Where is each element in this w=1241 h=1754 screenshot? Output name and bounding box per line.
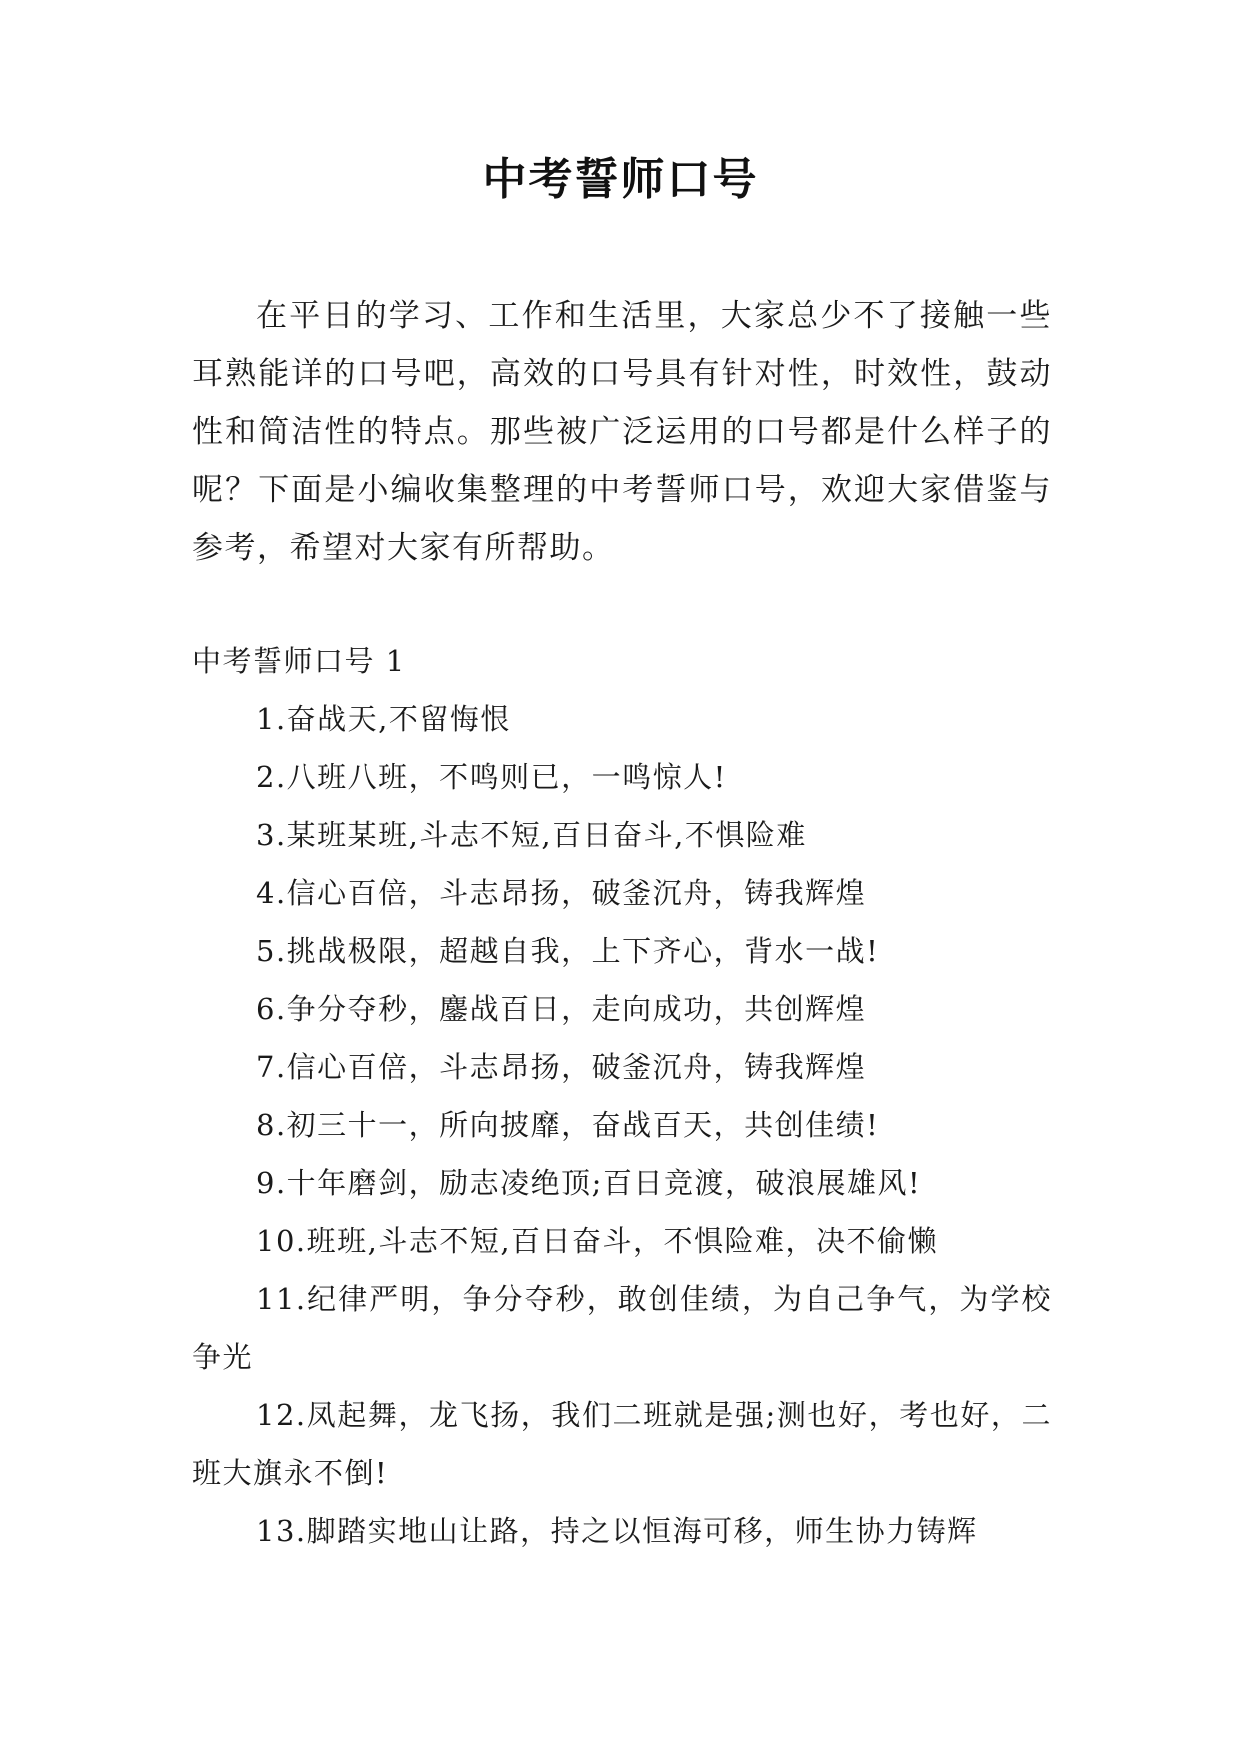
slogan-item: 4.信心百倍，斗志昂扬，破釜沉舟，铸我辉煌 [256,876,867,910]
slogan-item: 10.班班,斗志不短,百日奋斗，不惧险难，决不偷懒 [256,1224,939,1258]
slogan-item: 1.奋战天,不留悔恨 [256,702,511,736]
slogan-item: 11.纪律严明，争分夺秒，敢创佳绩，为自己争气，为学校争光 [192,1282,1052,1374]
slogan-item: 9.十年磨剑，励志凌绝顶;百日竞渡，破浪展雄风! [256,1166,922,1200]
slogan-item: 2.八班八班，不鸣则已，一鸣惊人! [256,760,727,794]
page-title: 中考誓师口号 [482,154,759,205]
intro-paragraph: 在平日的学习、工作和生活里，大家总少不了接触一些耳熟能详的口号吧，高效的口号具有针对性，时效性，鼓动性和简洁性的特点。那些被广泛运用的口号都是什么样子的呢？下面是小编收集整理的中考誓师口号，欢迎大家借鉴与参考，希望对大家有所帮助。 [192,298,1052,566]
slogan-item: 8.初三十一，所向披靡，奋战百天，共创佳绩! [256,1108,880,1142]
slogan-item: 12.凤起舞，龙飞扬，我们二班就是强;测也好，考也好，二班大旗永不倒! [192,1398,1052,1490]
slogan-item: 3.某班某班,斗志不短,百日奋斗,不惧险难 [256,818,807,852]
slogan-item: 7.信心百倍，斗志昂扬，破釜沉舟，铸我辉煌 [256,1050,867,1084]
slogan-section [192,632,1052,1560]
slogan-item: 6.争分夺秒，鏖战百日，走向成功，共创辉煌 [256,992,867,1026]
slogan-item: 13.脚踏实地山让路，持之以恒海可移，师生协力铸辉 [256,1514,978,1548]
section-heading: 中考誓师口号 1 [192,644,406,678]
slogan-item: 5.挑战极限，超越自我，上下齐心，背水一战! [256,934,880,968]
